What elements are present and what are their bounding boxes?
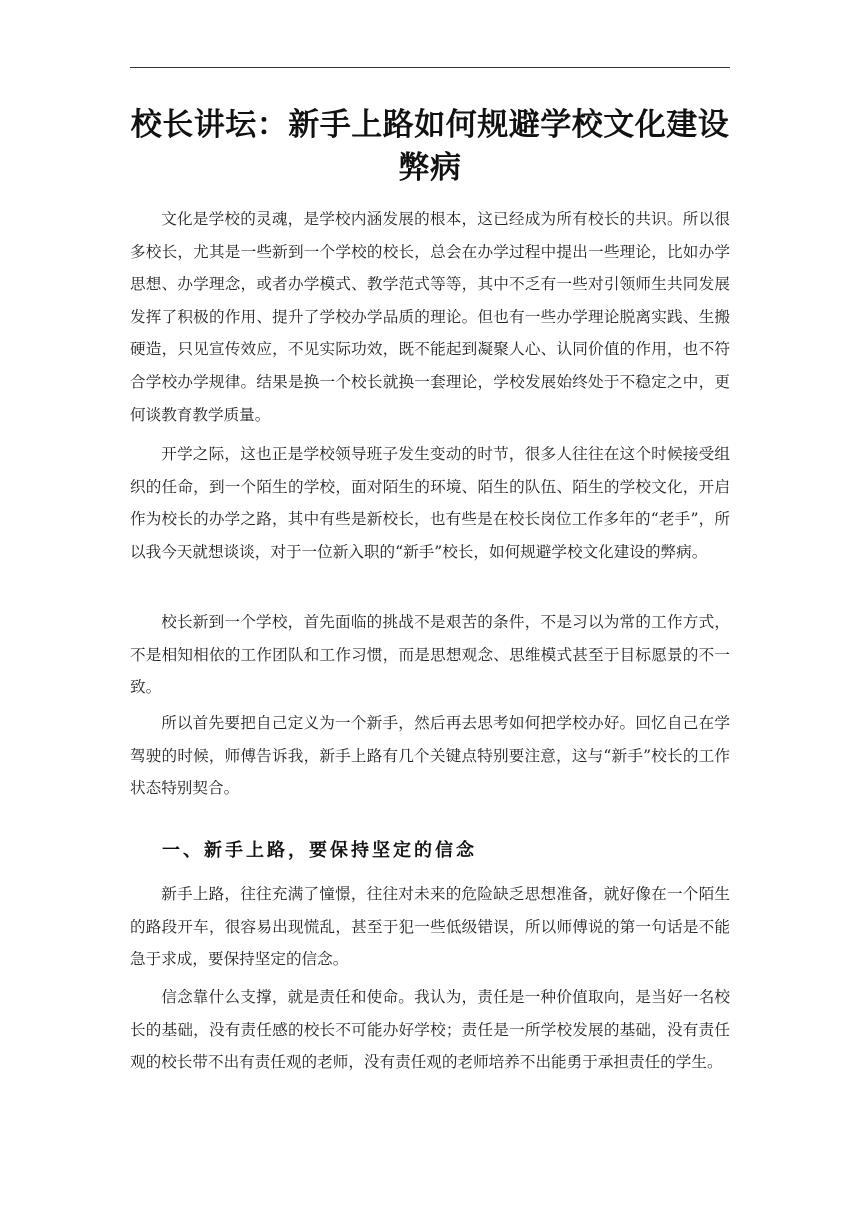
section1-paragraph-2: 信念靠什么支撑，就是责任和使命。我认为，责任是一种价值取向，是当好一名校长的基础，没有责任感的校长不可能办好学校；责任是一所学校发展的基础，没有责任观的校长带不出有责任观的老师，没有责任观的老师培养不出能勇于承担责任的学生。 [130, 988, 730, 1072]
intro-paragraph-3: 校长新到一个学校，首先面临的挑战不是艰苦的条件，不是习以为常的工作方式，不是相知相依的工作团队和工作习惯，而是思想观念、思维模式甚至于目标愿景的不一致。 [130, 613, 730, 697]
section-heading-1: 一、新手上路，要保持坚定的信念 [162, 840, 477, 861]
section1-paragraph-1: 新手上路，往往充满了憧憬，往往对未来的危险缺乏思想准备，就好像在一个陌生的路段开车，很容易出现慌乱，甚至于犯一些低级错误，所以师傅说的第一句话是不能急于求成，要保持坚定的信念。 [130, 885, 730, 969]
intro-paragraph-2: 开学之际，这也正是学校领导班子发生变动的时节，很多人往往在这个时候接受组织的任命，到一个陌生的学校，面对陌生的环境、陌生的队伍、陌生的学校文化，开启作为校长的办学之路，其中有些是新校长，也有些是在校长岗位工作多年的“老手”，所以我今天就想谈谈，对于一位新入职的“新手”校长，如何规避学校文化建设的弊病。 [130, 445, 730, 561]
intro-paragraph-1: 文化是学校的灵魂，是学校内涵发展的根本，这已经成为所有校长的共识。所以很多校长，尤其是一些新到一个学校的校长，总会在办学过程中提出一些理论，比如办学思想、办学理念，或者办学模式、教学范式等等，其中不乏有一些对引领师生共同发展发挥了积极的作用、提升了学校办学品质的理论。但也有一些办学理论脱离实践、生搬硬造，只见宣传效应，不见实际功效，既不能起到凝聚人心、认同价值的作用，也不符合学校办学规律。结果是换一个校长就换一套理论，学校发展始终处于不稳定之中，更何谈教育教学质量。 [130, 210, 730, 424]
article-title: 校长讲坛：新手上路如何规避学校文化建设弊病 [130, 107, 730, 186]
intro-paragraph-4: 所以首先要把自己定义为一个新手，然后再去思考如何把学校办好。回忆自己在学驾驶的时候，师傅告诉我，新手上路有几个关键点特别要注意，这与“新手”校长的工作状态特别契合。 [130, 714, 730, 798]
header-rule [130, 67, 730, 68]
